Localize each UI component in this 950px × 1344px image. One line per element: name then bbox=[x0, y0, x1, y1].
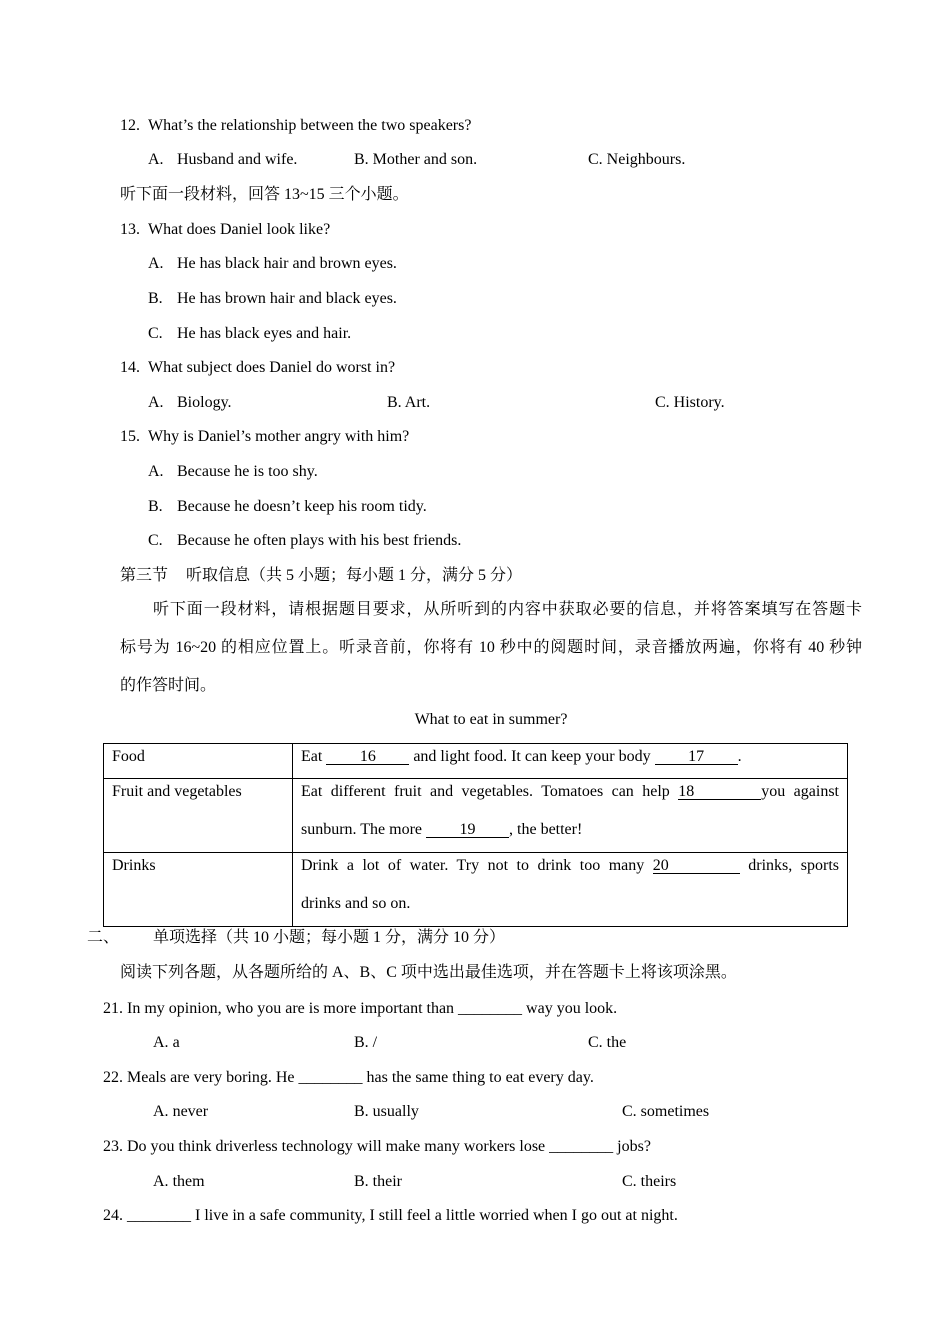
option-text: Because he often plays with his best friends. bbox=[177, 532, 462, 549]
table-row-fruit-vegetables bbox=[104, 779, 848, 853]
q13-option-c bbox=[148, 323, 351, 345]
row-label: Fruit and vegetables bbox=[104, 779, 293, 853]
q14-option-b bbox=[387, 392, 430, 414]
option-text: He has black eyes and hair. bbox=[177, 325, 352, 342]
question-text: What subject does Daniel do worst in? bbox=[148, 359, 396, 376]
question-24 bbox=[103, 1205, 678, 1227]
option-label: C. bbox=[588, 151, 603, 168]
info-table bbox=[103, 743, 848, 927]
q12-option-b bbox=[354, 149, 477, 171]
option-text: a bbox=[172, 1034, 180, 1051]
q13-option-a bbox=[148, 253, 397, 275]
q12-option-a bbox=[148, 149, 297, 171]
option-text: Because he doesn’t keep his room tidy. bbox=[177, 498, 427, 515]
question-12 bbox=[120, 115, 471, 137]
content-line bbox=[301, 819, 839, 841]
option-text: Neighbours. bbox=[606, 151, 686, 168]
question-number: 15. bbox=[120, 428, 140, 445]
option-label: A. bbox=[148, 151, 164, 168]
q22-option-b bbox=[354, 1101, 419, 1123]
option-label: B. bbox=[387, 394, 402, 411]
content-text: you against bbox=[761, 783, 839, 800]
option-label: C. bbox=[622, 1103, 637, 1120]
q14-option-c bbox=[655, 392, 725, 414]
section-name: 第三节 bbox=[120, 567, 169, 584]
q21-option-b bbox=[354, 1032, 377, 1054]
q23-option-c bbox=[622, 1171, 676, 1193]
row-label: Drinks bbox=[104, 853, 293, 927]
row-label: Food bbox=[104, 744, 293, 779]
question-21 bbox=[103, 998, 617, 1020]
answer-blank-18: 18 bbox=[678, 784, 761, 800]
option-label: C. bbox=[148, 532, 163, 549]
question-text: ________ I live in a safe community, I still feel a little worried when I go out at night. bbox=[127, 1207, 678, 1224]
table-row-food bbox=[104, 744, 848, 779]
option-label: A. bbox=[153, 1173, 169, 1190]
option-label: B. bbox=[354, 1173, 369, 1190]
q23-option-a bbox=[153, 1171, 205, 1193]
answer-blank-17: 17 bbox=[655, 749, 738, 765]
option-text: their bbox=[372, 1173, 402, 1190]
q22-option-c bbox=[622, 1101, 709, 1123]
section-3-instruction-line-2: 标号为 16~20 的相应位置上。听录音前，你将有 10 秒中的阅题时间，录音播放两遍，你将有 40 秒钟 bbox=[120, 639, 862, 656]
option-text: them bbox=[172, 1173, 205, 1190]
row-content bbox=[293, 853, 848, 927]
option-label: B. bbox=[354, 1034, 369, 1051]
q21-option-c bbox=[588, 1032, 626, 1054]
option-text: never bbox=[172, 1103, 209, 1120]
option-text: Biology. bbox=[177, 394, 232, 411]
option-label: A. bbox=[153, 1034, 169, 1051]
q15-option-a bbox=[148, 461, 318, 483]
option-text: sometimes bbox=[640, 1103, 710, 1120]
option-label: B. bbox=[148, 290, 163, 307]
option-text: / bbox=[372, 1034, 378, 1051]
option-text: He has black hair and brown eyes. bbox=[177, 255, 397, 272]
option-label: A. bbox=[153, 1103, 169, 1120]
option-text: theirs bbox=[640, 1173, 677, 1190]
question-15 bbox=[120, 426, 409, 448]
option-text: usually bbox=[372, 1103, 419, 1120]
question-text: Why is Daniel’s mother angry with him? bbox=[148, 428, 410, 445]
section-title: 听取信息（共 5 小题；每小题 1 分，满分 5 分） bbox=[186, 567, 523, 584]
q12-option-c bbox=[588, 149, 685, 171]
table-row-drinks bbox=[104, 853, 848, 927]
section-3-instruction-line-1: 听下面一段材料，请根据题目要求，从所听到的内容中获取必要的信息，并将答案填写在答题卡 bbox=[153, 601, 862, 618]
content-line bbox=[301, 746, 839, 768]
table-title: What to eat in summer? bbox=[414, 711, 568, 728]
content-text: Drink a lot of water. Try not to drink too many bbox=[301, 857, 653, 874]
row-content bbox=[293, 744, 848, 779]
option-label: B. bbox=[354, 151, 369, 168]
option-text: History. bbox=[673, 394, 725, 411]
question-number: 12. bbox=[120, 117, 140, 134]
section-3-instruction-line-3: 的作答时间。 bbox=[120, 677, 217, 694]
option-label: C. bbox=[622, 1173, 637, 1190]
part-2-instruction: 阅读下列各题，从各题所给的 A、B、C 项中选出最佳选项，并在答题卡上将该项涂黑。 bbox=[120, 964, 737, 981]
question-22 bbox=[103, 1067, 594, 1089]
question-text: Meals are very boring. He ________ has the same thing to eat every day. bbox=[127, 1069, 594, 1086]
question-23 bbox=[103, 1136, 651, 1158]
answer-blank-16: 16 bbox=[326, 749, 409, 765]
option-text: Art. bbox=[404, 394, 431, 411]
q15-option-b bbox=[148, 496, 427, 518]
content-text: drinks and so on. bbox=[301, 895, 411, 912]
question-number: 14. bbox=[120, 359, 140, 376]
question-number: 22. bbox=[103, 1069, 123, 1086]
q15-option-c bbox=[148, 530, 461, 552]
content-line bbox=[301, 781, 839, 803]
row-content bbox=[293, 779, 848, 853]
option-text: Because he is too shy. bbox=[177, 463, 318, 480]
question-number: 21. bbox=[103, 1000, 123, 1017]
question-number: 13. bbox=[120, 221, 140, 238]
option-label: A. bbox=[148, 463, 164, 480]
answer-blank-19: 19 bbox=[426, 822, 509, 838]
question-text: In my opinion, who you are is more important than ________ way you look. bbox=[127, 1000, 618, 1017]
option-label: C. bbox=[588, 1034, 603, 1051]
content-text: and light food. It can keep your body bbox=[409, 748, 655, 765]
part-2-title: 单项选择（共 10 小题；每小题 1 分，满分 10 分） bbox=[153, 929, 506, 946]
option-text: Husband and wife. bbox=[177, 151, 298, 168]
question-text: What’s the relationship between the two speakers? bbox=[148, 117, 472, 134]
content-text: drinks, sports bbox=[739, 857, 840, 874]
option-label: C. bbox=[655, 394, 670, 411]
option-text: He has brown hair and black eyes. bbox=[177, 290, 397, 307]
q13-option-b bbox=[148, 288, 397, 310]
option-label: B. bbox=[148, 498, 163, 515]
content-line bbox=[301, 893, 839, 915]
option-label: A. bbox=[148, 394, 164, 411]
content-text: sunburn. The more bbox=[301, 821, 427, 838]
content-text: Eat bbox=[301, 748, 327, 765]
question-number: 24. bbox=[103, 1207, 123, 1224]
q22-option-a bbox=[153, 1101, 208, 1123]
option-label: B. bbox=[354, 1103, 369, 1120]
q23-option-b bbox=[354, 1171, 402, 1193]
question-number: 23. bbox=[103, 1138, 123, 1155]
question-14 bbox=[120, 357, 395, 379]
content-text: . bbox=[737, 748, 742, 765]
question-13 bbox=[120, 219, 330, 241]
instruction-13-15: 听下面一段材料，回答 13~15 三个小题。 bbox=[120, 186, 409, 203]
content-text: , the better! bbox=[509, 821, 583, 838]
question-text: What does Daniel look like? bbox=[148, 221, 331, 238]
part-2-number: 二、 bbox=[87, 929, 120, 946]
option-text: Mother and son. bbox=[372, 151, 478, 168]
section-3-heading bbox=[120, 565, 522, 587]
answer-blank-20: 20 bbox=[653, 858, 740, 874]
option-label: C. bbox=[148, 325, 163, 342]
q14-option-a bbox=[148, 392, 232, 414]
option-text: the bbox=[606, 1034, 627, 1051]
option-label: A. bbox=[148, 255, 164, 272]
question-text: Do you think driverless technology will make many workers lose ________ jobs? bbox=[127, 1138, 651, 1155]
q21-option-a bbox=[153, 1032, 180, 1054]
content-text: Eat different fruit and vegetables. Tomatoes can help bbox=[301, 783, 679, 800]
content-line bbox=[301, 855, 839, 877]
